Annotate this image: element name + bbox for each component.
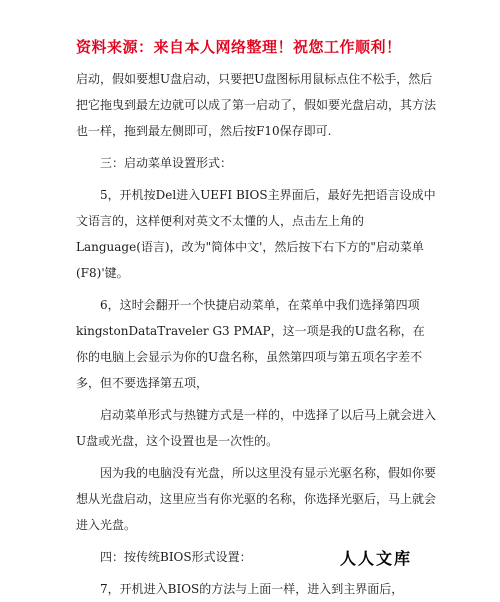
watermark-logo: 人人文库 bbox=[336, 548, 412, 566]
source-header: 资料来源：来自本人网络整理！祝您工作顺利！ bbox=[76, 38, 402, 56]
paragraph: 7，开机进入BIOS的方法与上面一样，进入到主界面后， bbox=[100, 582, 404, 596]
section-heading: 三：启动菜单设置形式： bbox=[100, 156, 233, 170]
paragraph: 5，开机按Del进入UEFI BIOS主界面后，最好先把语言设成中文语言的，这样便利对英文不太懂的人，点击左上角的Language(语言)，改为"简体中文'，然后按下右下方的"启动菜单(F8)'键。 bbox=[76, 188, 436, 280]
document-body bbox=[76, 66, 436, 602]
paragraph: 因为我的电脑没有光盘，所以这里没有显示光驱名称，假如你要想从光盘启动，这里应当有你光驱的名称，你选择光驱后，马上就会进入光盘。 bbox=[76, 466, 437, 532]
paragraph: 启动，假如要想U盘启动，只要把U盘图标用鼠标点住不松手，然后把它拖曳到最左边就可以成了第一启动了，假如要光盘启动，其方法也一样，拖到最左侧即可，然后按F10保存即可. bbox=[76, 72, 437, 138]
paragraph: 6，这时会翻开一个快捷启动菜单，在菜单中我们选择第四项kingstonDataTraveler G3 PMAP，这一项是我的U盘名称，在你的电脑上会显示为你的U盘名称，虽然第四项与第五项名字差不多，但不要选择第五项， bbox=[76, 298, 425, 390]
section-heading: 四：按传统BIOS形式设置： bbox=[100, 550, 252, 564]
paragraph: 启动菜单形式与热键方式是一样的，中选择了以后马上就会进入U盘或光盘，这个设置也是一次性的。 bbox=[76, 408, 437, 448]
